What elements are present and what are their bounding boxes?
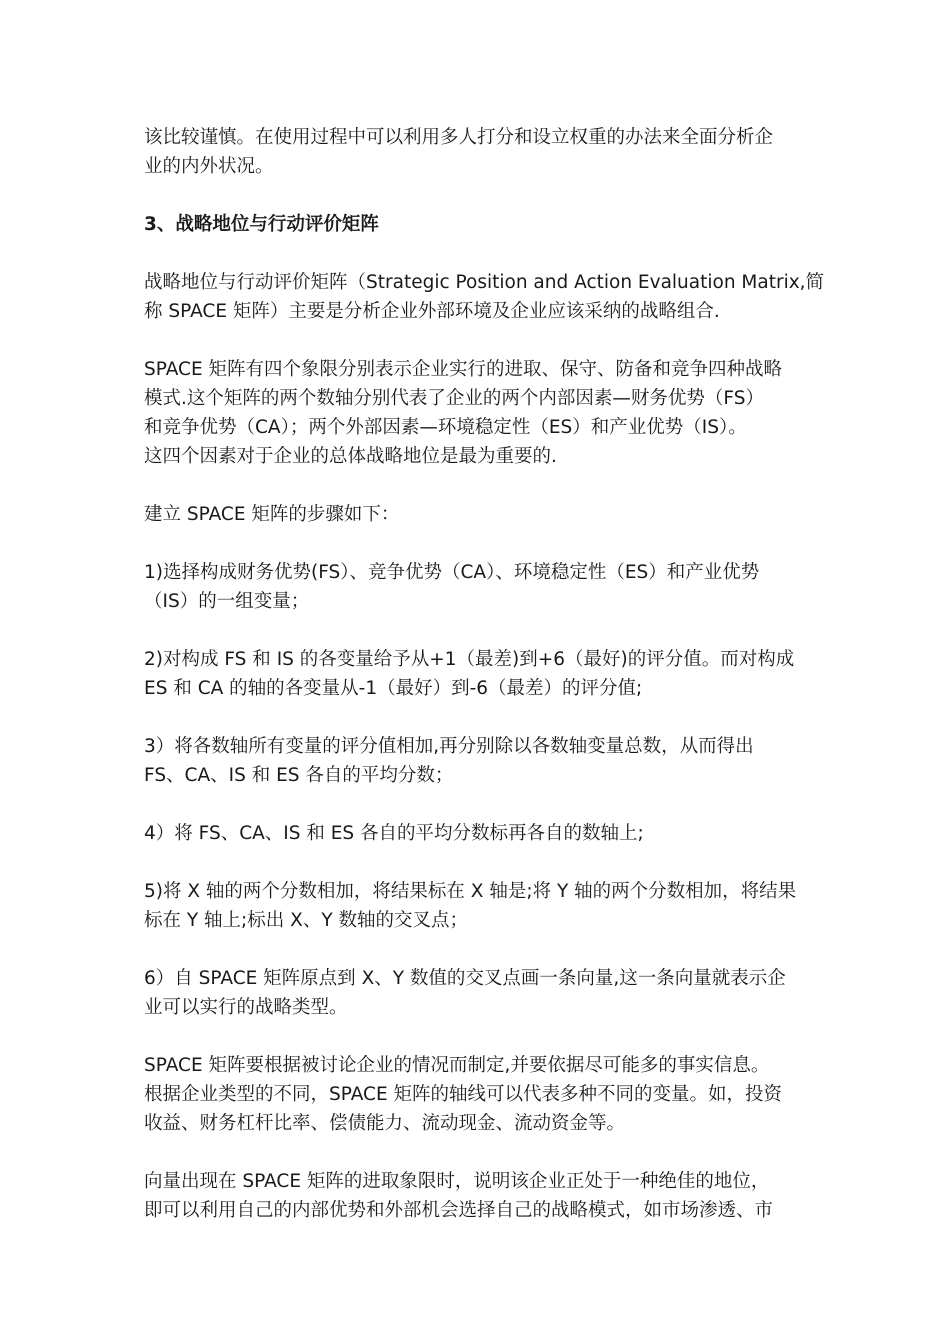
text-line: SPACE 矩阵有四个象限分别表示企业实行的进取、保守、防备和竞争四种战略 [144,359,783,380]
text-line: 模式.这个矩阵的两个数轴分别代表了企业的两个内部因素—财务优势（FS） [144,388,764,409]
text-line: 收益、财务杠杆比率、偿债能力、流动现金、流动资金等。 [144,1113,626,1134]
text-line: 业的内外状况。 [144,156,274,177]
text-line: 向量出现在 SPACE 矩阵的进取象限时，说明该企业正处于一种绝佳的地位， [144,1171,770,1192]
text-line: 2)对构成 FS 和 IS 的各变量给予从+1（最差)到+6（最好)的评分值。而对构成 [144,649,795,670]
text-line: 标在 Y 轴上;标出 X、Y 数轴的交叉点； [144,910,469,931]
text-line: 5)将 X 轴的两个分数相加，将结果标在 X 轴是;将 Y 轴的两个分数相加，将结果 [144,881,797,902]
text-line: 该比较谨慎。在使用过程中可以利用多人打分和设立权重的办法来全面分析企 [144,127,774,148]
text-line: FS、CA、IS 和 ES 各自的平均分数； [144,765,454,786]
text-line: 根据企业类型的不同，SPACE 矩阵的轴线可以代表多种不同的变量。如，投资 [144,1084,783,1105]
text-line: （IS）的一组变量； [144,591,310,612]
text-line: 建立 SPACE 矩阵的步骤如下： [144,504,400,525]
text-line: ES 和 CA 的轴的各变量从-1（最好）到-6（最差）的评分值; [144,678,643,699]
text-line: 业可以实行的战略类型。 [144,997,348,1018]
text-line: 这四个因素对于企业的总体战略地位是最为重要的. [144,446,557,467]
section-heading: 3、战略地位与行动评价矩阵 [144,214,379,235]
text-line: 即可以利用自己的内部优势和外部机会选择自己的战略模式，如市场渗透、市 [144,1200,774,1221]
text-line: 3）将各数轴所有变量的评分值相加,再分别除以各数轴变量总数，从而得出 [144,736,754,757]
text-line: 战略地位与行动评价矩阵（Strategic Position and Action Evaluation Matrix,简 [144,272,825,293]
text-line: 称 SPACE 矩阵）主要是分析企业外部环境及企业应该采纳的战略组合. [144,301,720,322]
text-line: SPACE 矩阵要根据被讨论企业的情况而制定,并要依据尽可能多的事实信息。 [144,1055,770,1076]
text-line: 和竞争优势（CA）；两个外部因素—环境稳定性（ES）和产业优势（IS）。 [144,417,747,438]
text-line: 6）自 SPACE 矩阵原点到 X、Y 数值的交叉点画一条向量,这一条向量就表示企 [144,968,786,989]
text-line: 4）将 FS、CA、IS 和 ES 各自的平均分数标再各自的数轴上; [144,823,644,844]
text-line: 1)选择构成财务优势(FS）、竞争优势（CA）、环境稳定性（ES）和产业优势 [144,562,760,583]
